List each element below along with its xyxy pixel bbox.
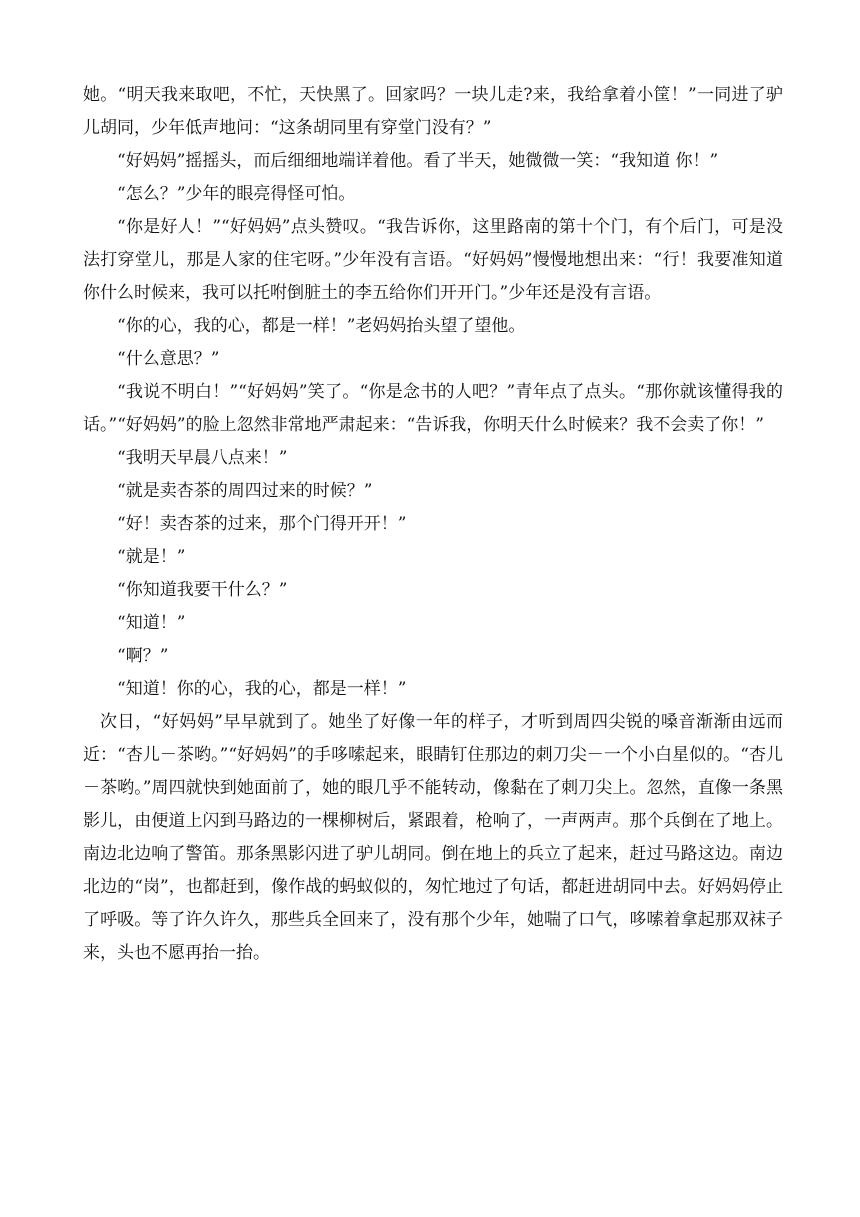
paragraph: “我明天早晨八点来！” (117, 448, 288, 468)
paragraph: 她。“明天我来取吧，不忙，天快黑了。回家吗？一块儿走?来，我给拿着小筐！”一同进了驴儿胡同，少年低声地问：“这条胡同里有穿堂门没有？” (83, 85, 783, 138)
paragraph: “好妈妈”摇摇头，而后细细地端详着他。看了半天，她微微一笑：“我知道 你！” (117, 151, 719, 171)
paragraph: “怎么？”少年的眼亮得怪可怕。 (117, 184, 356, 204)
paragraph: “啊？” (117, 646, 169, 666)
paragraph: “什么意思？” (117, 349, 220, 369)
paragraph: “你是好人！”“好妈妈”点头赞叹。“我告诉你，这里路南的第十个门，有个后门，可是没法打穿堂儿，那是人家的住宅呀。”少年没有言语。“好妈妈”慢慢地想出来：“行！我要准知道你什么时候来，我可以托咐倒脏土的李五给你们开开门。”少年还是没有言语。 (83, 217, 783, 303)
paragraph: “你的心，我的心，都是一样！”老妈妈抬头望了望他。 (117, 316, 526, 336)
document-body (83, 79, 783, 970)
paragraph: “知道！” (117, 613, 186, 633)
paragraph: 次日，“好妈妈”早早就到了。她坐了好像一年的样子，才听到周四尖锐的嗓音渐渐由远而近：“杏儿－茶哟。”“好妈妈”的手哆嗦起来，眼睛钉住那边的刺刀尖－一个小白星似的。“杏儿－茶哟。”周四就快到她面前了，她的眼几乎不能转动，像黏在了刺刀尖上。忽然，直像一条黑影儿，由便道上闪到马路边的一棵柳树后，紧跟着，枪响了，一声两声。那个兵倒在了地上。南边北边响了警笛。那条黑影闪进了驴儿胡同。倒在地上的兵立了起来，赶过马路这边。南边北边的“岗”，也都赶到，像作战的蚂蚁似的，匆忙地过了句话，都赶进胡同中去。好妈妈停止了呼吸。等了许久许久，那些兵全回来了，没有那个少年，她喘了口气，哆嗦着拿起那双袜子来，头也不愿再抬一抬。 (83, 712, 783, 963)
paragraph: “我说不明白！”“好妈妈”笑了。“你是念书的人吧？”青年点了点头。“那你就该懂得我的话。”“好妈妈”的脸上忽然非常地严肃起来：“告诉我，你明天什么时候来？我不会卖了你！” (83, 382, 783, 435)
paragraph: “你知道我要干什么？” (117, 580, 288, 600)
paragraph: “就是卖杏茶的周四过来的时候？” (117, 481, 373, 501)
paragraph: “就是！” (117, 547, 186, 567)
paragraph: “知道！你的心，我的心，都是一样！” (117, 679, 407, 699)
paragraph: “好！卖杏茶的过来，那个门得开开！” (117, 514, 407, 534)
